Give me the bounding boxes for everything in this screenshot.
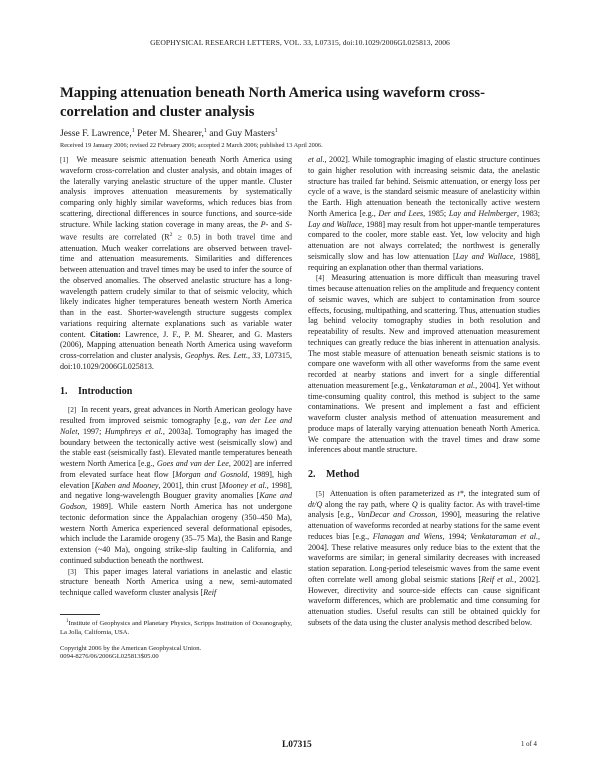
citation-ref: Lay and Helmberger bbox=[448, 208, 517, 218]
math-symbol: dt/Q bbox=[308, 499, 323, 509]
paragraph-2: [2] In recent years, great advances in North American geology have resulted from improved seismic tomography [e.g., van der Lee and Nolet, 1997; Humphreys et al., 2003a]. Tomography has imaged the boundary between the tectonically active west (seismically slow) and the stable east (seismically fast). Elevated mantle temperatures beneath western North America [e.g., Goes and van der Lee, 2002] are inferred from elevated surface heat flow [Morgan and Gosnold, 1989], high elevation [Kaben and Mooney, 2001], thin crust [Mooney et al., 1998], and negative long-wavelength Bouguer gravity anomalies [Kane and Godson, 1989]. While eastern North America has not undergone tectonic deformation since the Appalachian orogeny (350–450 Ma), western North America experienced several deformational episodes, which include the Laramide orogeny (35–75 Ma), the Basin and Range extension (~40 Ma), ongoing strike-slip faulting in California, and continued subduction beneath the northwest. bbox=[60, 405, 293, 565]
paragraph-number: [2] bbox=[68, 406, 77, 415]
paragraph-3-cont: et al., 2002]. While tomographic imaging of elastic structure continues to gain higher resolution with increasing seismic data, the anelastic structure has trailed far behind. Seismic attenuation, or energy loss per cycle of a wave, is the standard seismic measure of anelasticity within the Earth. High attenuation beneath the tectonically active western North America [e.g., Der and Lees, 1985; Lay and Helmberger, 1983; Lay and Wallace, 1988] may result from hot upper-mantle temperatures compared to the cooler, more stable east. Yet, low velocity and high attenuation are not always correlated; the northwest is generally seismically slow and has low attenuation [Lay and Wallace, 1988], requiring an explanation other than thermal variations. bbox=[308, 155, 541, 272]
author-name: and Guy Masters bbox=[209, 128, 275, 140]
section-heading-introduction: 1. Introduction bbox=[60, 385, 133, 397]
citation-ref: Flanagan and Wiens bbox=[372, 531, 443, 541]
math-symbol: t* bbox=[457, 488, 464, 498]
author-name: Jesse F. Lawrence, bbox=[60, 128, 132, 140]
paragraph-number: [1] bbox=[60, 156, 69, 164]
copyright-notice: Copyright 2006 by the American Geophysical Union. 0094-8276/06/2006GL025813$05.00 bbox=[60, 644, 202, 661]
affiliation-mark: 1 bbox=[203, 128, 207, 134]
citation-ref: Mooney et al. bbox=[221, 480, 267, 490]
citation-ref: Venkataraman et al. bbox=[470, 531, 538, 541]
footnote-rule bbox=[60, 614, 100, 615]
citation-ref: van der Lee and Nolet bbox=[60, 416, 292, 436]
left-column bbox=[60, 155, 292, 662]
citation-ref: VanDecar and Crosson bbox=[357, 510, 436, 520]
citation-ref: Humphreys et al. bbox=[104, 426, 163, 436]
abstract: [1] We measure seismic attenuation beneath North America using waveform cross-correlation and cluster analysis, and obtain images of the laterally varying anelastic structure of the upper mantle. Cluster analysis improves attenuation measurements by systematically comparing only highly similar waveforms, which reduces bias from scattering, directional differences in source functions, and source-side structure. While lacking station coverage in many areas, the P- and S-wave results are correlated $(R^2 \ge 0.5)$ in both travel time and attenuation. Much weaker correlations are observed between travel-time and attenuation measurements. Similarities and differences between attenuation and travel times may be used to infer the source of the observed anomalies. The observed anelastic structure has a long-wavelength pattern crudely similar to that of seismic velocity, which likely indicates higher temperatures beneath western North America than in the east. Shorter-wavelength structure suggests complex variations requiring alternate explanations such as variable water content. Citation: Lawrence, J. F., P. M. Shearer, and G. Masters (2006), Mapping attenuation beneath North America using waveform cross-correlation and cluster analysis, Geophys. Res. Lett., 33, L07315, doi:10.1029/2006GL025813. bbox=[60, 155, 292, 371]
citation-ref: Venkataraman et al. bbox=[409, 380, 476, 390]
affiliation-mark: 1 bbox=[131, 128, 135, 134]
right-column bbox=[308, 155, 540, 629]
article-title: Mapping attenuation beneath North America using waveform cross-correlation and cluster analysis bbox=[60, 85, 485, 120]
citation-ref: Lay and Wallace bbox=[455, 251, 514, 261]
citation-label: Citation: bbox=[89, 329, 121, 339]
author-name: Peter M. Shearer, bbox=[137, 128, 204, 140]
page-number: 1 of 4 bbox=[521, 741, 537, 748]
citation-ref: Kane and Godson bbox=[60, 491, 292, 512]
citation-ref: Goes and van der Lee bbox=[156, 459, 229, 469]
citation-ref: Reif bbox=[203, 588, 217, 598]
paragraph-number: [4] bbox=[316, 274, 325, 283]
paragraph-4: [4] Measuring attenuation is more difficult than measuring travel times because attenuation relies on the amplitude and frequency content of seismic waves, which are subject to contamination from source effects, focusing, multipathing, and scattering. Thus, attenuation studies lag behind velocity tomography studies in both resolution and repeatability of results. New and improved attenuation measurement techniques can greatly reduce the bias inherent in attenuation analysis. The most stable measure of attenuation beneath seismic stations is to compare one waveform with all other waveforms from the same event recorded at nearby stations and invert for a single differential attenuation measurement [e.g., Venkataraman et al., 2004]. Yet without time-consuming quality control, this method is subject to the same contaminations. We present and implement a fast and efficient waveform cluster analysis method of attenuation measurement and produce maps of laterally varying attenuation beneath North America. We compare the attenuation with the travel times and draw some inferences about mantle structure. bbox=[308, 273, 541, 455]
section-heading-method: 2. Method bbox=[308, 469, 360, 480]
paragraph-5: [5] Attenuation is often parameterized as t*, the integrated sum of dt/Q along the ray path, where Q is quality factor. As with travel-time analysis [e.g., VanDecar and Crosson, 1990], measuring the relative attenuation of waveforms recorded at nearby stations for the same event reduces bias [e.g., Flanagan and Wiens, 1994; Venkataraman et al., 2004]. These relative measures only reduce bias to the extent that the waveforms are similar; in general similarity decreases with increased station separation. Long-period teleseismic waves from the same event often correlate well among global seismic stations [Reif et al., 2002]. However, directivity and source-side effects can cause significant waveform differences, which are problematic and time consuming for attenuation studies. Useful results can still be obtained quickly for subsets of the data using the cluster analysis method described below. bbox=[308, 488, 541, 627]
running-head: GEOPHYSICAL RESEARCH LETTERS, VOL. 33, L07315, doi:10.1029/2006GL025813, 2006 bbox=[150, 38, 450, 47]
citation-ref: Lay and Wallace bbox=[308, 219, 363, 229]
paragraph-3-start: [3] This paper images lateral variations in anelastic and elastic structure beneath North America using a new, semi-automated technique called waveform cluster analysis [Reif bbox=[60, 566, 292, 598]
citation-ref: Der and Lees bbox=[378, 208, 424, 218]
citation-ref: Reif et al. bbox=[481, 574, 515, 584]
math-symbol: Q bbox=[411, 499, 418, 509]
paragraph-number: [5] bbox=[316, 489, 325, 498]
citation-ref: Kaben and Mooney bbox=[94, 480, 159, 490]
affiliation-footnote: $^1$Institute of Geophysics and Planetary Physics, Scripps Institution of Oceanography, La Jolla, California, USA. bbox=[60, 618, 292, 636]
citation-ref: et al. bbox=[308, 155, 325, 164]
citation-ref: Morgan and Gosnold bbox=[175, 469, 248, 479]
paragraph-number: [3] bbox=[68, 567, 77, 576]
received-dates: Received 19 January 2006; revised 22 February 2006; accepted 2 March 2006; published 13 April 2006. bbox=[60, 142, 323, 149]
article-id: L07315 bbox=[282, 740, 312, 750]
affiliation-mark: 1 bbox=[274, 128, 278, 134]
author-list bbox=[60, 128, 278, 139]
